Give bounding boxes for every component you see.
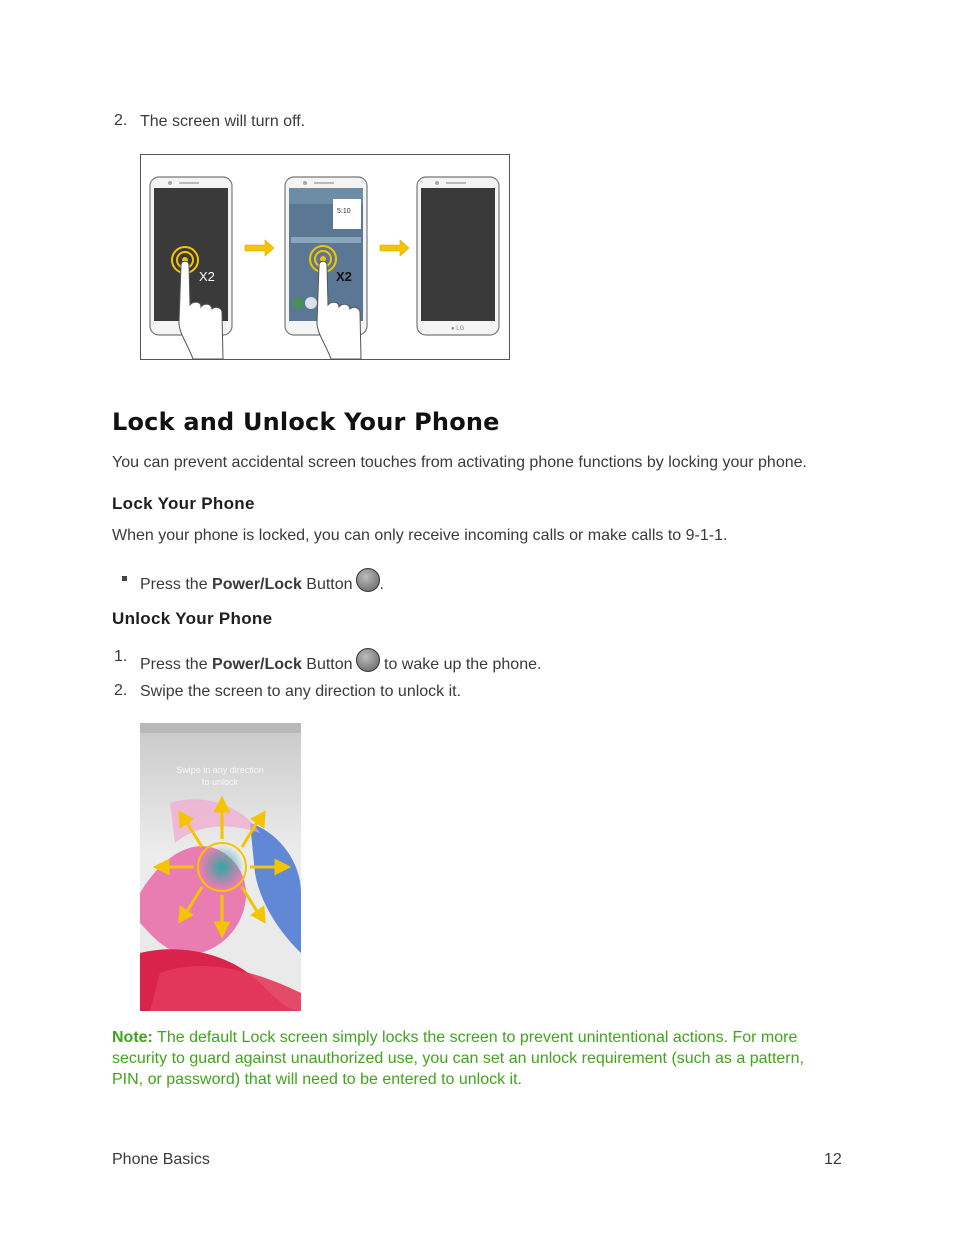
footer-section: Phone Basics (112, 1151, 210, 1168)
note-paragraph (112, 1027, 832, 1090)
bullet-marker (122, 576, 127, 581)
intro-text: You can prevent accidental screen touches from activating phone functions by locking your phone. (112, 454, 807, 471)
step-number: 2. (114, 112, 128, 129)
x2-label: X2 (199, 269, 215, 284)
lock-bullet: Press the Power/Lock Button . (140, 568, 384, 595)
unlock-step-2: Swipe the screen to any direction to unlock it. (140, 683, 462, 700)
double-tap-figure (140, 154, 510, 360)
power-button-icon (356, 648, 380, 672)
page-number: 12 (824, 1151, 842, 1168)
double-tap-illustration (141, 155, 509, 359)
power-button-icon (356, 568, 380, 592)
svg-text:● LG: ● LG (451, 326, 465, 332)
step-text: The screen will turn off. (140, 113, 306, 130)
lock-screen-illustration (140, 723, 301, 1011)
clock-text: 5:10 (337, 208, 351, 215)
note-text: The default Lock screen simply locks the screen to prevent unintentional actions. For more security to guard against unauthorized use, you can set an unlock requirement (such as a pattern, PIN, or password) that will need to be entered to unlock it. (112, 1029, 804, 1088)
lock-hint-line2: to unlock (201, 777, 239, 787)
step-number: 1. (114, 648, 128, 665)
lock-heading: Lock Your Phone (112, 494, 255, 513)
note-label: Note: (112, 1029, 153, 1046)
x2-label: X2 (336, 269, 352, 284)
step-number: 2. (114, 682, 128, 699)
unlock-heading: Unlock Your Phone (112, 609, 273, 628)
unlock-step-1: Press the Power/Lock Button to wake up the phone. (140, 648, 541, 675)
page-title: Lock and Unlock Your Phone (112, 408, 500, 436)
lock-hint-line1: Swipe in any direction (176, 765, 264, 775)
lock-body: When your phone is locked, you can only receive incoming calls or make calls to 9-1-1. (112, 527, 728, 544)
lock-screen-figure (140, 723, 301, 1011)
